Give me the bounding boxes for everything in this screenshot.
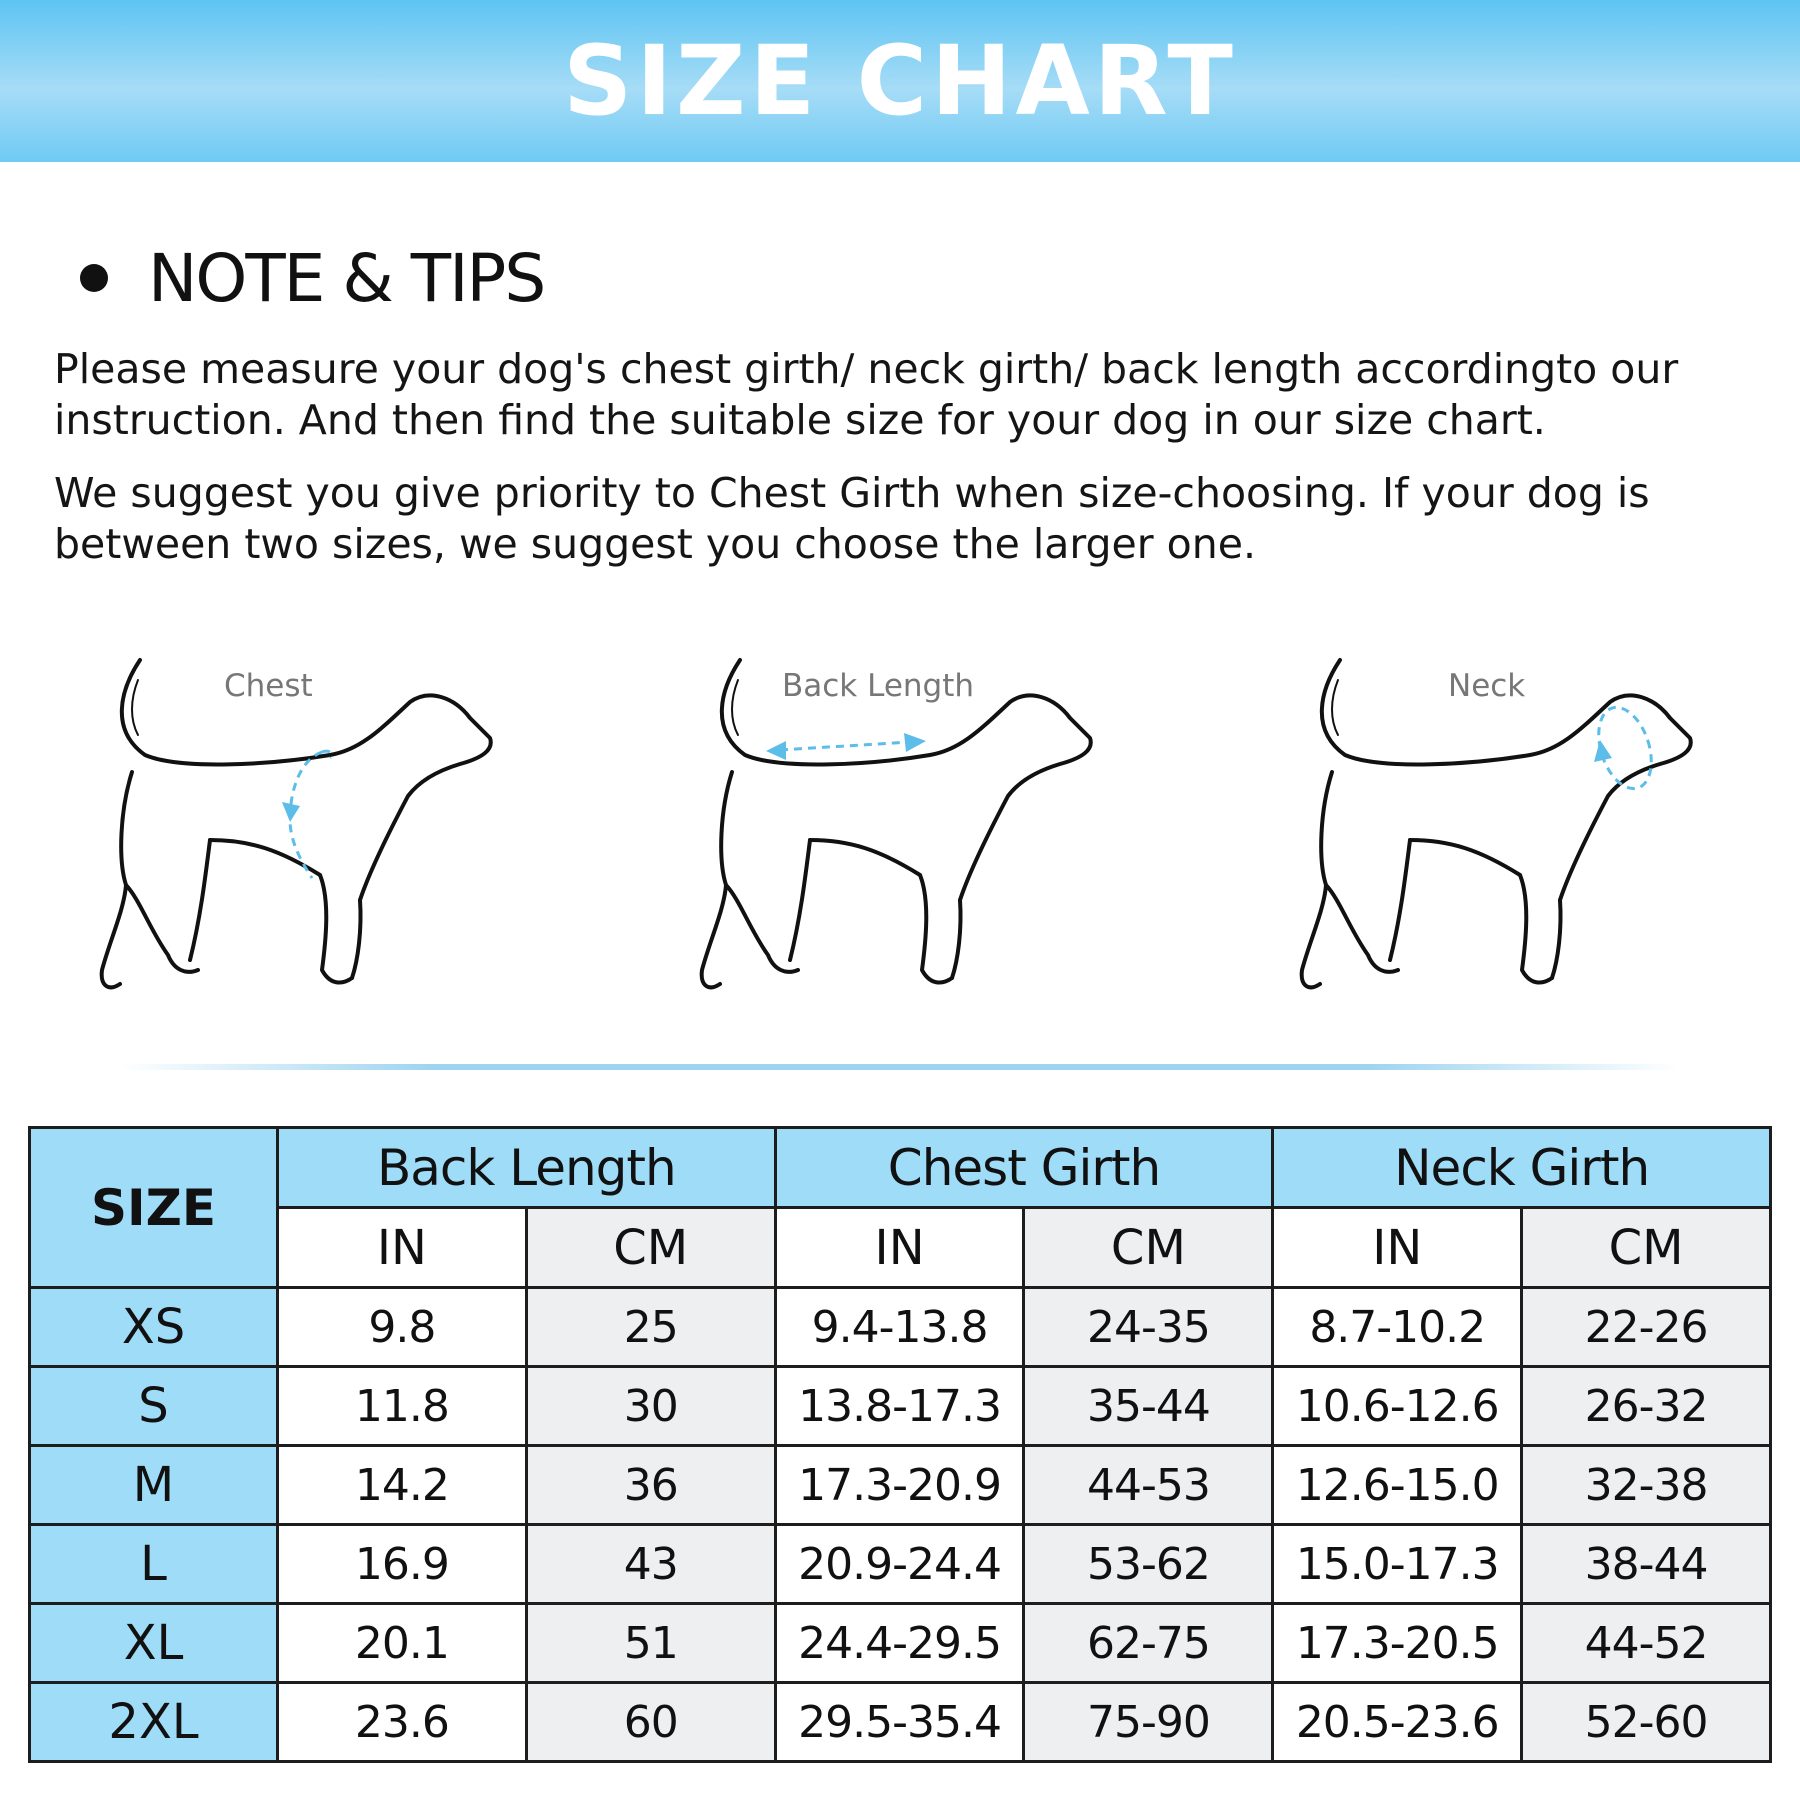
table-cell: 9.8	[278, 1288, 527, 1367]
table-cell: 12.6-15.0	[1273, 1446, 1522, 1525]
table-cell: 9.4-13.8	[775, 1288, 1024, 1367]
measure-panel-neck	[1290, 640, 1800, 1020]
measurement-illustrations	[0, 640, 1800, 1020]
table-group-header-row	[30, 1128, 1771, 1208]
table-cell: 36	[526, 1446, 775, 1525]
unit-header: CM	[1024, 1208, 1273, 1288]
measure-label-back-length: Back Length	[782, 668, 975, 704]
table-row	[30, 1525, 1771, 1604]
tips-title: NOTE & TIPS	[148, 239, 545, 317]
table-cell: 35-44	[1024, 1367, 1273, 1446]
table-unit-header-row	[30, 1208, 1771, 1288]
page-title: SIZE CHART	[563, 25, 1237, 137]
header-banner	[0, 0, 1800, 162]
table-cell: 32-38	[1522, 1446, 1771, 1525]
size-cell: L	[30, 1525, 278, 1604]
size-cell: 2XL	[30, 1683, 278, 1762]
group-header-back-length: Back Length	[278, 1128, 776, 1208]
table-row	[30, 1446, 1771, 1525]
unit-header: IN	[775, 1208, 1024, 1288]
table-cell: 23.6	[278, 1683, 527, 1762]
table-cell: 30	[526, 1367, 775, 1446]
table-cell: 20.1	[278, 1604, 527, 1683]
dog-back-length-measure-icon	[690, 640, 1150, 1020]
table-cell: 62-75	[1024, 1604, 1273, 1683]
unit-header: IN	[1273, 1208, 1522, 1288]
table-row	[30, 1288, 1771, 1367]
unit-header: CM	[1522, 1208, 1771, 1288]
size-cell: XS	[30, 1288, 278, 1367]
table-cell: 29.5-35.4	[775, 1683, 1024, 1762]
table-cell: 38-44	[1522, 1525, 1771, 1604]
bullet-icon	[80, 264, 108, 292]
table-cell: 20.9-24.4	[775, 1525, 1024, 1604]
size-cell: M	[30, 1446, 278, 1525]
table-cell: 24-35	[1024, 1288, 1273, 1367]
table-cell: 44-52	[1522, 1604, 1771, 1683]
table-cell: 25	[526, 1288, 775, 1367]
size-cell: XL	[30, 1604, 278, 1683]
table-row	[30, 1604, 1771, 1683]
table-cell: 26-32	[1522, 1367, 1771, 1446]
table-cell: 43	[526, 1525, 775, 1604]
table-cell: 75-90	[1024, 1683, 1273, 1762]
table-cell: 22-26	[1522, 1288, 1771, 1367]
size-cell: S	[30, 1367, 278, 1446]
table-cell: 51	[526, 1604, 775, 1683]
table-cell: 17.3-20.5	[1273, 1604, 1522, 1683]
table-cell: 10.6-12.6	[1273, 1367, 1522, 1446]
table-cell: 14.2	[278, 1446, 527, 1525]
table-cell: 24.4-29.5	[775, 1604, 1024, 1683]
unit-header: CM	[526, 1208, 775, 1288]
measure-label-chest: Chest	[224, 668, 313, 704]
tips-heading	[80, 238, 544, 318]
table-cell: 11.8	[278, 1367, 527, 1446]
table-cell: 20.5-23.6	[1273, 1683, 1522, 1762]
size-column-header: SIZE	[30, 1128, 278, 1288]
dog-chest-measure-icon	[90, 640, 550, 1020]
measure-label-neck: Neck	[1448, 668, 1526, 704]
table-row	[30, 1683, 1771, 1762]
table-row	[30, 1367, 1771, 1446]
group-header-chest-girth: Chest Girth	[775, 1128, 1273, 1208]
table-cell: 60	[526, 1683, 775, 1762]
size-chart-table	[28, 1126, 1772, 1763]
dog-neck-measure-icon	[1290, 640, 1750, 1020]
table-cell: 52-60	[1522, 1683, 1771, 1762]
tips-paragraph-priority: We suggest you give priority to Chest Girth when size-choosing. If your dog is between two sizes, we suggest you choose the larger one.	[54, 469, 1650, 568]
measure-panel-chest	[90, 640, 610, 1020]
section-divider	[120, 1064, 1680, 1070]
group-header-neck-girth: Neck Girth	[1273, 1128, 1771, 1208]
table-cell: 16.9	[278, 1525, 527, 1604]
table-cell: 17.3-20.9	[775, 1446, 1024, 1525]
table-cell: 8.7-10.2	[1273, 1288, 1522, 1367]
unit-header: IN	[278, 1208, 527, 1288]
table-cell: 53-62	[1024, 1525, 1273, 1604]
measure-panel-back-length	[690, 640, 1210, 1020]
table-cell: 13.8-17.3	[775, 1367, 1024, 1446]
table-cell: 15.0-17.3	[1273, 1525, 1522, 1604]
table-cell: 44-53	[1024, 1446, 1273, 1525]
tips-paragraph-measure: Please measure your dog's chest girth/ neck girth/ back length accordingto our instruction. And then find the suitable size for your dog in our size chart.	[54, 345, 1679, 444]
